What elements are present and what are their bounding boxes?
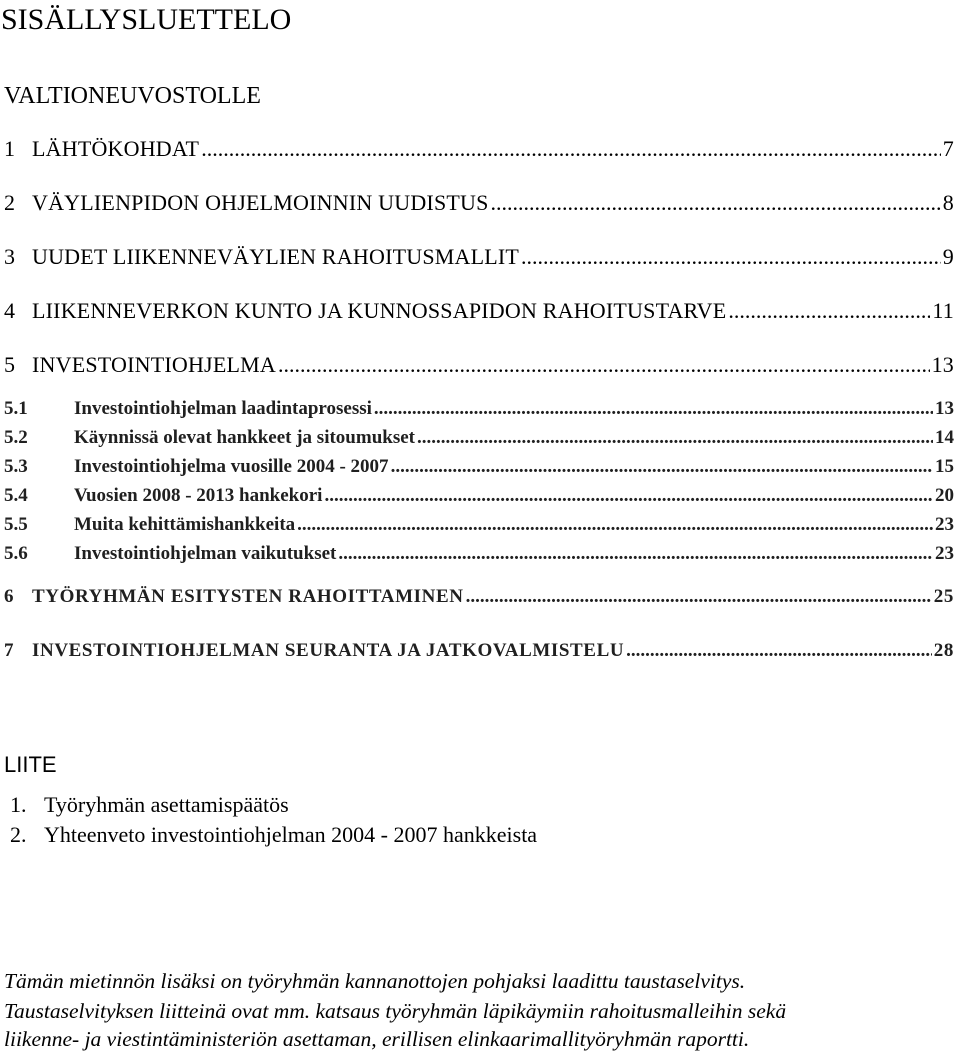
toc-number: 5.3 <box>4 456 28 477</box>
toc-subentry[interactable] <box>4 456 954 478</box>
toc-number: 5.1 <box>4 398 28 419</box>
toc-page-number: 11 <box>932 298 954 323</box>
toc-leader <box>374 398 933 420</box>
toc-label: Käynnissä olevat hankkeet ja sitoumukset <box>74 427 415 448</box>
toc-number: 5 <box>4 352 16 377</box>
toc-entry[interactable] <box>4 586 954 608</box>
appendix-item <box>10 792 289 818</box>
toc-leader <box>201 136 941 162</box>
toc-label: Vuosien 2008 - 2013 hankekori <box>74 485 323 506</box>
toc-entry[interactable] <box>4 136 954 162</box>
note-line: liikenne- ja viestintäministeriön asettaman, erillisen elinkaarimallityöryhmän raportti. <box>4 1027 750 1051</box>
toc-number: 1 <box>4 136 16 161</box>
toc-leader <box>417 427 933 449</box>
toc-number: 2 <box>4 190 16 215</box>
appendix-heading: LIITE <box>4 752 57 777</box>
toc-label: Muita kehittämishankkeita <box>74 514 296 535</box>
toc-label: Investointiohjelman vaikutukset <box>74 543 337 564</box>
toc-number: 3 <box>4 244 16 269</box>
toc-leader <box>491 190 941 216</box>
page-title: SISÄLLYSLUETTELO <box>1 3 292 36</box>
appendix-number: 1. <box>10 792 27 817</box>
note-line: Tämän mietinnön lisäksi on työryhmän kannanottojen pohjaksi laadittu taustaselvitys. <box>4 969 746 993</box>
toc-label: INVESTOINTIOHJELMA <box>32 352 276 377</box>
toc-page-number: 13 <box>931 352 954 377</box>
toc-page-number: 13 <box>935 398 954 419</box>
toc-page-number: 28 <box>933 640 954 661</box>
appendix-label: Työryhmän asettamispäätös <box>44 792 289 817</box>
toc-page-number: 8 <box>942 190 954 215</box>
toc-page-number: 9 <box>942 244 954 269</box>
toc-leader <box>297 514 933 536</box>
toc-number: 5.4 <box>4 485 28 506</box>
toc-entry[interactable] <box>4 640 954 662</box>
appendix-number: 2. <box>10 822 27 847</box>
toc-entry[interactable] <box>4 244 954 270</box>
toc-leader <box>278 352 930 378</box>
toc-page-number: 15 <box>935 456 954 477</box>
note-line: Taustaselvityksen liitteinä ovat mm. katsaus työryhmän läpikäymiin rahoitusmalleihin sekä <box>4 999 787 1023</box>
toc-page-number: 23 <box>935 543 954 564</box>
toc-label: LIIKENNEVERKON KUNTO JA KUNNOSSAPIDON RAHOITUSTARVE <box>32 298 727 323</box>
toc-number: 5.2 <box>4 427 28 448</box>
toc-page-number: 20 <box>935 485 954 506</box>
toc-label: VÄYLIENPIDON OHJELMOINNIN UUDISTUS <box>32 190 489 215</box>
toc-entry[interactable] <box>4 298 954 324</box>
appendix-label: Yhteenveto investointiohjelman 2004 - 2007 hankkeista <box>44 822 538 847</box>
toc-leader <box>626 640 932 662</box>
recipient-heading: VALTIONEUVOSTOLLE <box>4 83 261 109</box>
toc-number: 5.6 <box>4 543 28 564</box>
toc-entry[interactable] <box>4 190 954 216</box>
toc-leader <box>391 456 933 478</box>
toc-label: Investointiohjelman laadintaprosessi <box>74 398 372 419</box>
toc-number: 5.5 <box>4 514 28 535</box>
toc-subentry[interactable] <box>4 543 954 565</box>
toc-page-number: 14 <box>935 427 954 448</box>
toc-leader <box>324 485 933 507</box>
toc-subentry[interactable] <box>4 398 954 420</box>
appendix-item <box>10 822 537 848</box>
toc-label: Investointiohjelma vuosille 2004 - 2007 <box>74 456 389 477</box>
toc-page-number: 23 <box>935 514 954 535</box>
toc-number: 6 <box>4 586 15 607</box>
toc-entry[interactable] <box>4 352 954 378</box>
toc-leader <box>338 543 933 565</box>
toc-subentry[interactable] <box>4 427 954 449</box>
toc-subentry[interactable] <box>4 485 954 507</box>
toc-number: 4 <box>4 298 16 323</box>
toc-leader <box>466 586 932 608</box>
toc-leader <box>521 244 941 270</box>
toc-subentry[interactable] <box>4 514 954 536</box>
toc-label: UUDET LIIKENNEVÄYLIEN RAHOITUSMALLIT <box>32 244 520 269</box>
toc-label: INVESTOINTIOHJELMAN SEURANTA JA JATKOVALMISTELU <box>32 640 625 661</box>
toc-label: TYÖRYHMÄN ESITYSTEN RAHOITTAMINEN <box>32 586 464 607</box>
toc-page-number: 25 <box>933 586 954 607</box>
toc-label: LÄHTÖKOHDAT <box>32 136 200 161</box>
toc-page-number: 7 <box>942 136 954 161</box>
toc-leader <box>728 298 930 324</box>
toc-number: 7 <box>4 640 15 661</box>
